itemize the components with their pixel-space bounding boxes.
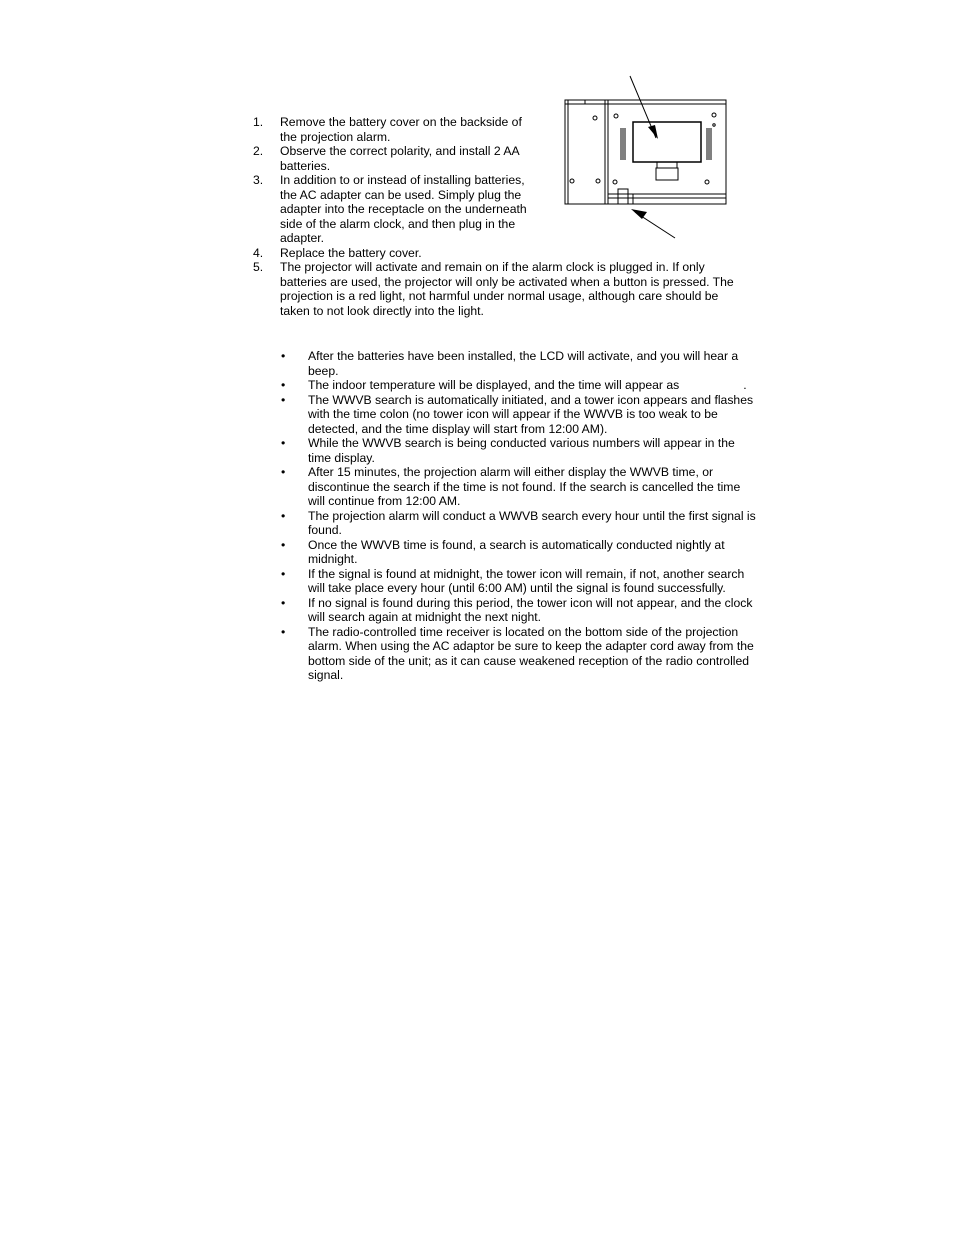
list-item (281, 509, 756, 538)
list-item (281, 596, 756, 625)
setup-step (253, 260, 750, 318)
bullet-symbol: • (281, 465, 286, 479)
bullet-text: If no signal is found during this period, the tower icon will not appear, and the clock will search again at midnight the next night. (308, 595, 753, 624)
adapter-receptacle (628, 194, 633, 204)
bullet-text: The radio-controlled time receiver is located on the bottom side of the projection alarm. When using the AC adaptor be sure to keep the adapter cord away from the bottom side of the unit; as it can cause weakened reception of the radio controlled signal. (308, 624, 754, 682)
arrow-head-icon (648, 125, 658, 139)
bullet-text: If the signal is found at midnight, the tower icon will remain, if not, another search will take place every hour (until 6:00 AM) until the signal is found successfully. (308, 566, 745, 595)
bullet-text: While the WWVB search is being conducted various numbers will appear in the time display. (308, 436, 735, 465)
bullet-symbol: • (281, 436, 286, 450)
list-item (281, 349, 756, 378)
step-text: Replace the battery cover. (280, 245, 422, 260)
step-number: 5. (253, 260, 264, 274)
operation-bullets-list (281, 349, 756, 683)
list-item (281, 538, 756, 567)
list-item (281, 625, 756, 683)
projection-alarm-back-diagram (560, 72, 732, 242)
setup-step (253, 144, 535, 173)
step-text: In addition to or instead of installing batteries, the AC adapter can be used. Simply plug the adapter into the receptacle on the underneath side of the alarm clock, and then plug in the adapter. (280, 173, 527, 245)
bullet-symbol: • (281, 392, 286, 407)
step-text: Observe the correct polarity, and install 2 AA batteries. (280, 144, 519, 173)
screw (614, 114, 618, 118)
list-item (281, 393, 756, 437)
adapter-receptacle (618, 189, 628, 204)
bullet-symbol: • (281, 378, 286, 392)
bullet-suffix: . (743, 378, 747, 392)
bullet-symbol: • (281, 624, 286, 639)
bullet-symbol: • (281, 595, 286, 610)
setup-step (253, 115, 535, 144)
list-item (281, 378, 756, 393)
step-text: The projector will activate and remain on if the alarm clock is plugged in. If only batteries are used, the projector will only be activated when a button is pressed. The projection is a red light, not harmful under normal usage, although care should be taken to not look directly into the light. (280, 260, 734, 318)
step-number: 1. (253, 115, 264, 129)
bullet-symbol: • (281, 508, 286, 523)
step-number: 2. (253, 144, 264, 158)
screw (570, 179, 574, 183)
screw (613, 180, 617, 184)
bullet-symbol: • (281, 537, 286, 552)
bullet-text: The WWVB search is automatically initiated, and a tower icon appears and flashes with the time colon (no tower icon will appear if the WWVB is too weak to be detected, and the time display will start from 12:00 AM). (308, 392, 754, 436)
screw (705, 180, 709, 184)
step-number: 4. (253, 245, 264, 260)
list-item (281, 465, 756, 509)
screw (596, 179, 600, 183)
screw (713, 124, 715, 126)
step-text: Remove the battery cover on the backside of the projection alarm. (280, 115, 522, 144)
bullet-text: The projection alarm will conduct a WWVB search every hour until the first signal is found. (308, 508, 756, 537)
bullet-text: The indoor temperature will be displayed, and the time will appear as (308, 378, 680, 392)
screw (712, 113, 716, 117)
bullet-symbol: • (281, 566, 286, 581)
bullet-symbol: • (281, 349, 286, 363)
screw (593, 116, 597, 120)
step-number: 3. (253, 173, 264, 187)
bullet-text: Once the WWVB time is found, a search is automatically conducted nightly at midnight. (308, 537, 725, 566)
battery-cover (633, 122, 701, 162)
list-item (281, 567, 756, 596)
list-item (281, 436, 756, 465)
setup-step (253, 173, 535, 246)
hinge-tab (585, 100, 605, 104)
battery-clip (657, 162, 677, 168)
bullet-text: After 15 minutes, the projection alarm will either display the WWVB time, or discontinue the search if the time is not found. If the search is cancelled the time will continue from 12:00 AM. (308, 465, 741, 508)
bullet-text: After the batteries have been installed, the LCD will activate, and you will hear a beep. (308, 349, 739, 378)
housing-outline (565, 100, 726, 204)
arrow-head-icon (631, 209, 647, 219)
battery-clip (656, 168, 678, 180)
setup-step (253, 246, 535, 261)
